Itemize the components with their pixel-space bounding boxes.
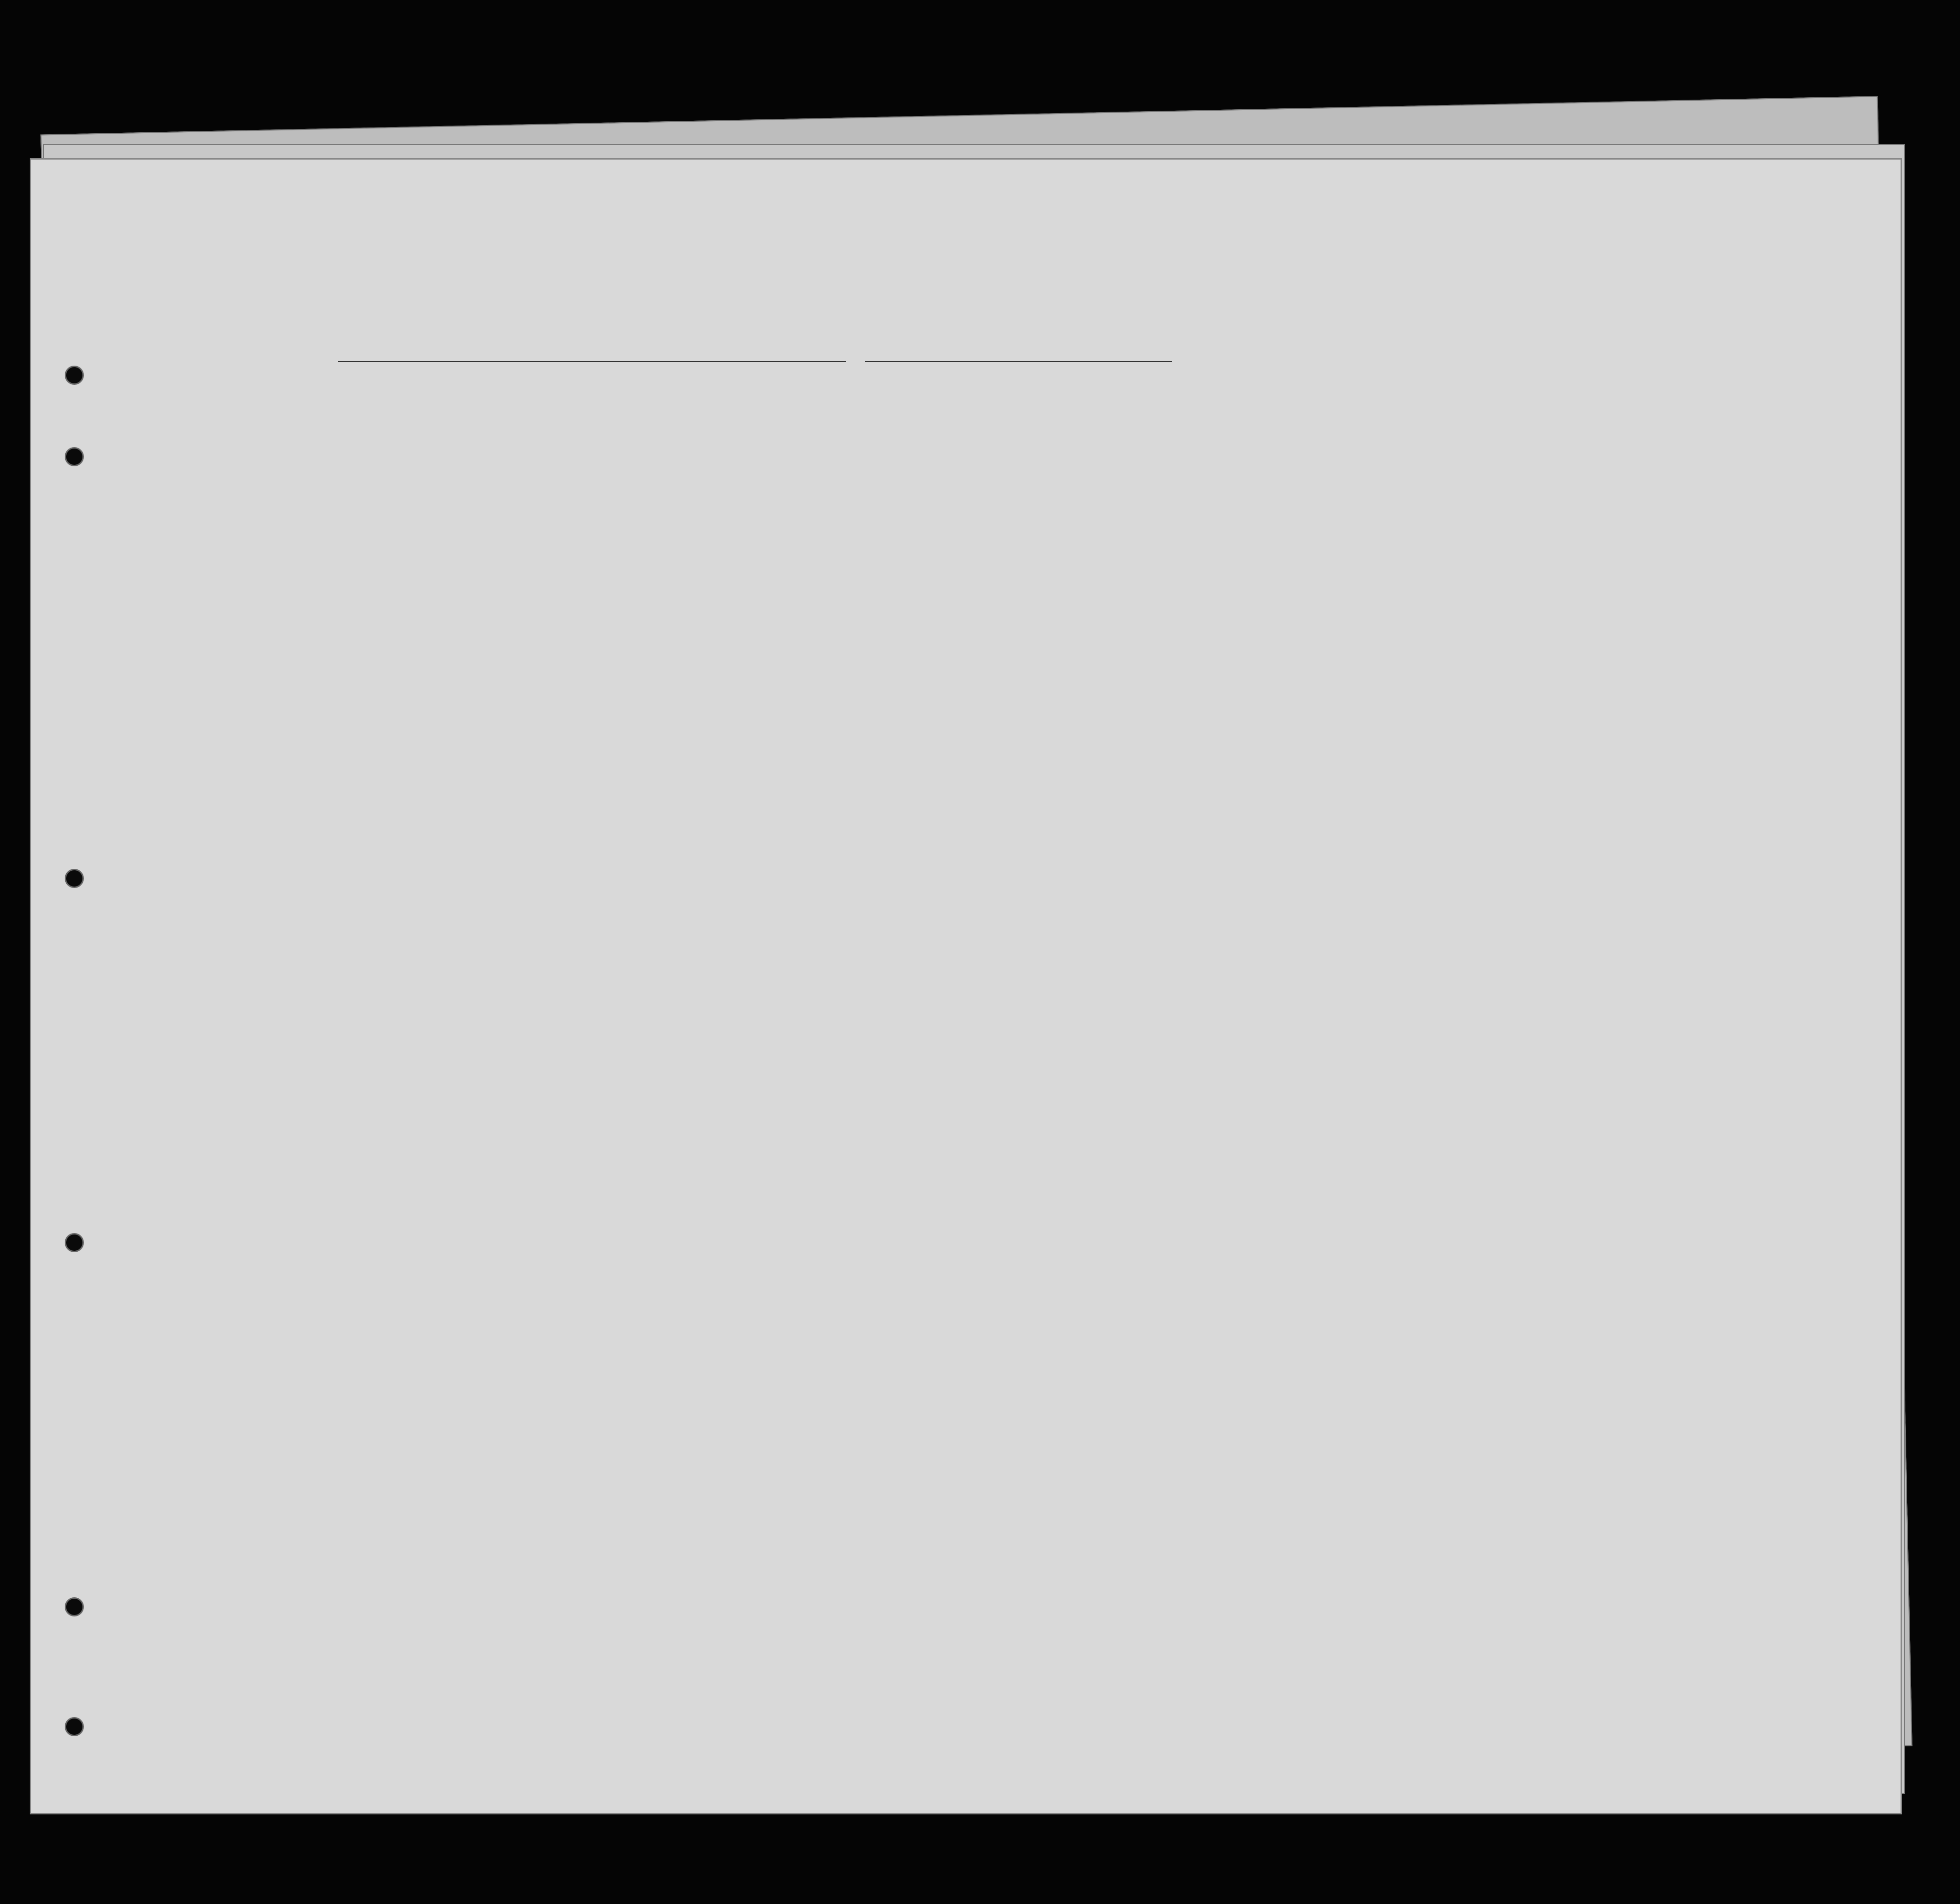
port-underline [338,361,846,362]
manifest-sheet [30,158,1902,1814]
binder-hole-5 [65,1597,84,1616]
binder-hole-4 [65,1233,84,1252]
binder-hole-2 [65,447,84,466]
date-underline [865,361,1172,362]
manifest-table [98,375,1872,1904]
binder-hole-1 [65,366,84,385]
binder-hole-3 [65,869,84,888]
binder-hole-6 [65,1717,84,1736]
